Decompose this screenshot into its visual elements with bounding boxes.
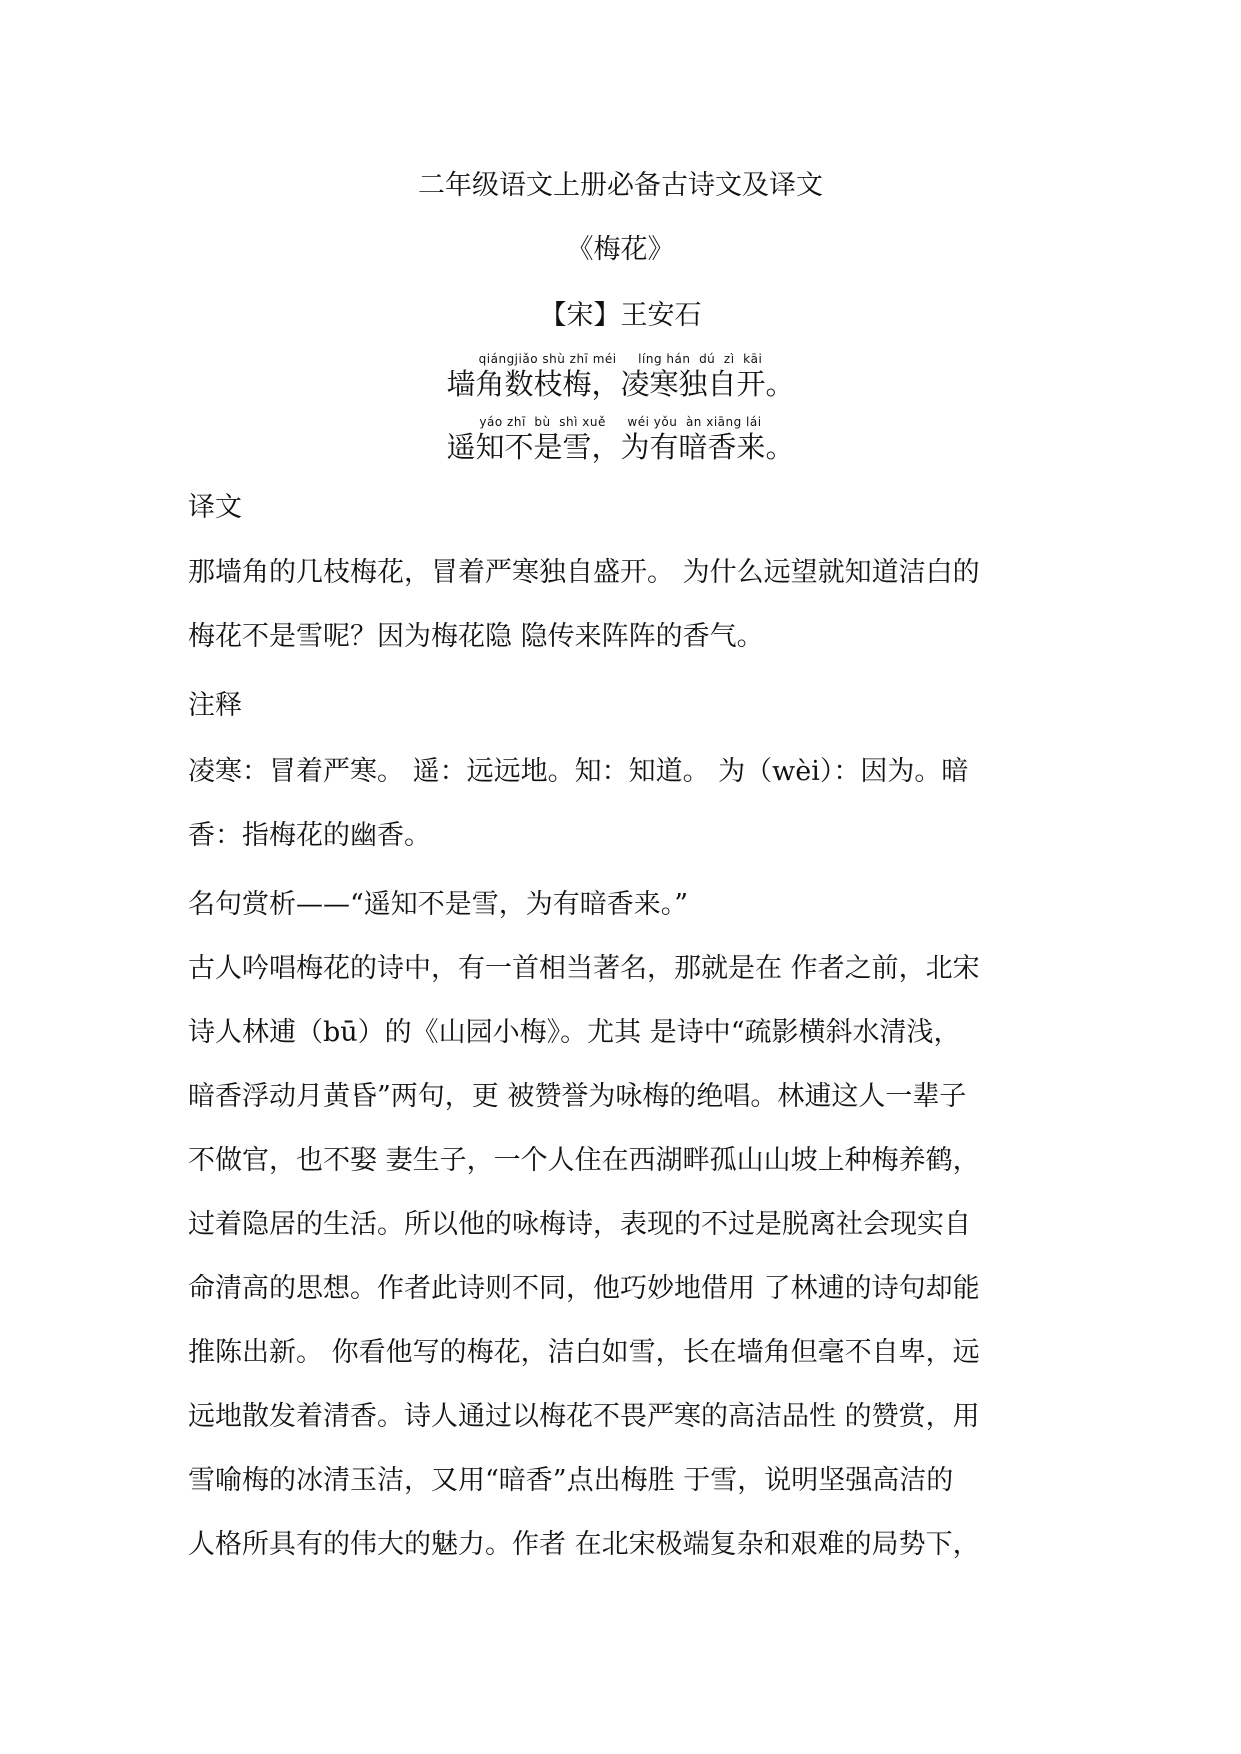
poem-line-2: 遥知不是雪，为有暗香来。 [446, 430, 795, 464]
analysis-line: 推陈出新。 你看他写的梅花，洁白如雪，长在墙角但毫不自卑，远 [188, 1337, 980, 1368]
translation-paragraph [188, 541, 1058, 669]
analysis-line: 过着隐居的生活。所以他的咏梅诗，表现的不过是脱离社会现实自 [188, 1209, 971, 1240]
analysis-line: 命清高的思想。作者此诗则不同，他巧妙地借用 了林逋的诗句却能 [188, 1273, 980, 1304]
analysis-line: 诗人林逋（bū）的《山园小梅》。尤其 是诗中“疏影横斜水清浅， [188, 1017, 961, 1048]
analysis-line: 人格所具有的伟大的魅力。作者 在北宋极端复杂和艰难的局势下， [188, 1529, 980, 1560]
document-title: 二年级语文上册必备古诗文及译文 [418, 170, 823, 201]
analysis-paragraph [188, 937, 1058, 1577]
poem-author: 【宋】王安石 [539, 300, 702, 331]
analysis-heading: 名句赏析——“遥知不是雪，为有暗香来。” [188, 889, 689, 920]
poem-title: 《梅花》 [566, 234, 675, 265]
analysis-line: 不做官，也不娶 妻生子，一个人住在西湖畔孤山山坡上种梅养鹤， [188, 1145, 980, 1176]
analysis-line: 暗香浮动月黄昏”两句，更 被赞誉为咏梅的绝唱。林逋这人一辈子 [188, 1081, 967, 1112]
translation-heading: 译文 [188, 492, 242, 523]
analysis-line: 远地散发着清香。诗人通过以梅花不畏严寒的高洁品性 的赞赏，用 [188, 1401, 980, 1432]
poem-line-1: 墙角数枝梅，凌寒独自开。 [446, 367, 795, 401]
translation-line: 那墙角的几枝梅花，冒着严寒独自盛开。 为什么远望就知道洁白的 [188, 557, 980, 588]
notes-line: 香：指梅花的幽香。 [188, 820, 431, 851]
notes-line: 凌寒：冒着严寒。 遥：远远地。知：知道。 为（wèi）：因为。暗 [188, 756, 969, 787]
notes-heading: 注释 [188, 690, 242, 721]
poem-line-1-pinyin: qiángjiǎo shù zhī méi líng hán dú zì kāi [478, 352, 763, 366]
translation-line: 梅花不是雪呢？因为梅花隐 隐传来阵阵的香气。 [188, 621, 764, 652]
poem-line-2-pinyin: yáo zhī bù shì xuě wéi yǒu àn xiāng lái [479, 415, 762, 429]
analysis-line: 古人吟唱梅花的诗中，有一首相当著名，那就是在 作者之前，北宋 [188, 953, 980, 984]
notes-paragraph [188, 740, 1058, 868]
analysis-line: 雪喻梅的冰清玉洁，又用“暗香”点出梅胜 于雪，说明坚强高洁的 [188, 1465, 954, 1496]
